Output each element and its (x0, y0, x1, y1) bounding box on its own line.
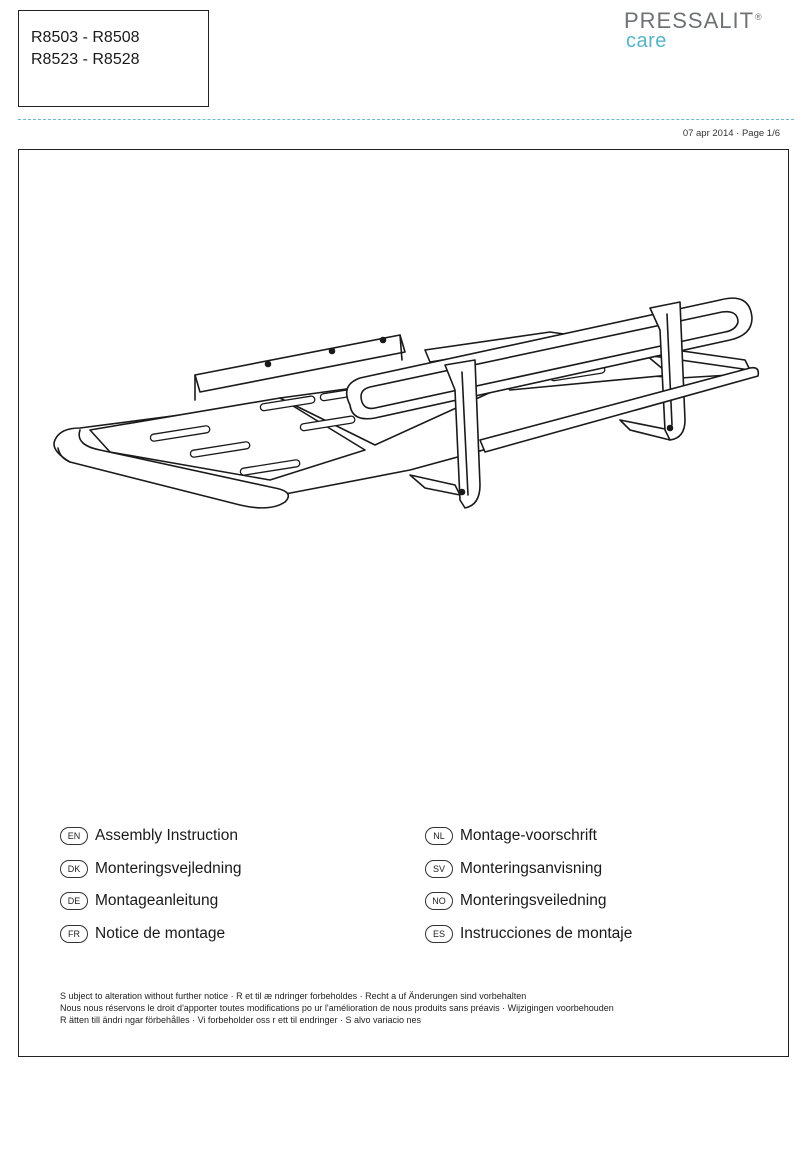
language-row (425, 918, 632, 951)
language-row (60, 853, 241, 886)
language-list-right (425, 820, 632, 950)
language-code-badge: EN (60, 827, 88, 845)
language-title: Notice de montage (95, 924, 226, 942)
language-code-badge: SV (425, 860, 453, 878)
support-bracket (620, 420, 670, 440)
notice-line: S ubject to alteration without further notice · R et til æ ndringer forbeholdes · Recht a uf Änderungen sind vorbehalten (60, 991, 527, 1001)
date-page-label: 07 apr 2014 · Page 1/6 (682, 128, 780, 139)
notice-line: Nous nous réservons le droit d'apporter toutes modifications po ur l'amélioration de nous produits sans préavis · Wijzigingen voorbehouden (60, 1003, 614, 1013)
language-row (425, 853, 632, 886)
shower-seat-illustration (30, 280, 770, 530)
model-number-box (18, 10, 209, 107)
logo-brand-text: PRESSALIT (624, 8, 755, 33)
language-title: Montageanleitung (95, 892, 219, 910)
language-row (425, 820, 632, 853)
wall-screw (266, 362, 271, 367)
wall-screw (381, 338, 386, 343)
language-row (60, 885, 241, 918)
registered-mark: ® (755, 11, 763, 22)
language-title: Montage-voorschrift (460, 827, 597, 845)
language-code-badge: ES (425, 925, 453, 943)
language-title: Monteringsvejledning (95, 859, 242, 877)
language-row (60, 918, 241, 951)
language-code-badge: FR (60, 925, 88, 943)
model-range-2: R8523 - R8528 (31, 51, 140, 68)
language-list-left (60, 820, 241, 950)
language-row (425, 885, 632, 918)
support-bracket (410, 475, 460, 495)
model-range-1: R8503 - R8508 (31, 29, 140, 46)
header-divider (18, 119, 794, 120)
alteration-notice (60, 990, 614, 1026)
notice-line: R ätten till ändri ngar förbehålles · Vi forbeholder oss r ett til endringer · S alvo variacio nes (60, 1015, 422, 1025)
logo-sub-brand: care (626, 30, 667, 52)
language-title: Monteringsveiledning (460, 892, 607, 910)
language-title: Assembly Instruction (95, 827, 238, 845)
language-row (60, 820, 241, 853)
language-code-badge: NO (425, 892, 453, 910)
wall-screw (330, 349, 335, 354)
language-code-badge: DK (60, 860, 88, 878)
language-title: Monteringsanvisning (460, 859, 603, 877)
language-code-badge: DE (60, 892, 88, 910)
language-title: Instrucciones de montaje (460, 924, 633, 942)
brand-logo (624, 8, 794, 53)
language-code-badge: NL (425, 827, 453, 845)
